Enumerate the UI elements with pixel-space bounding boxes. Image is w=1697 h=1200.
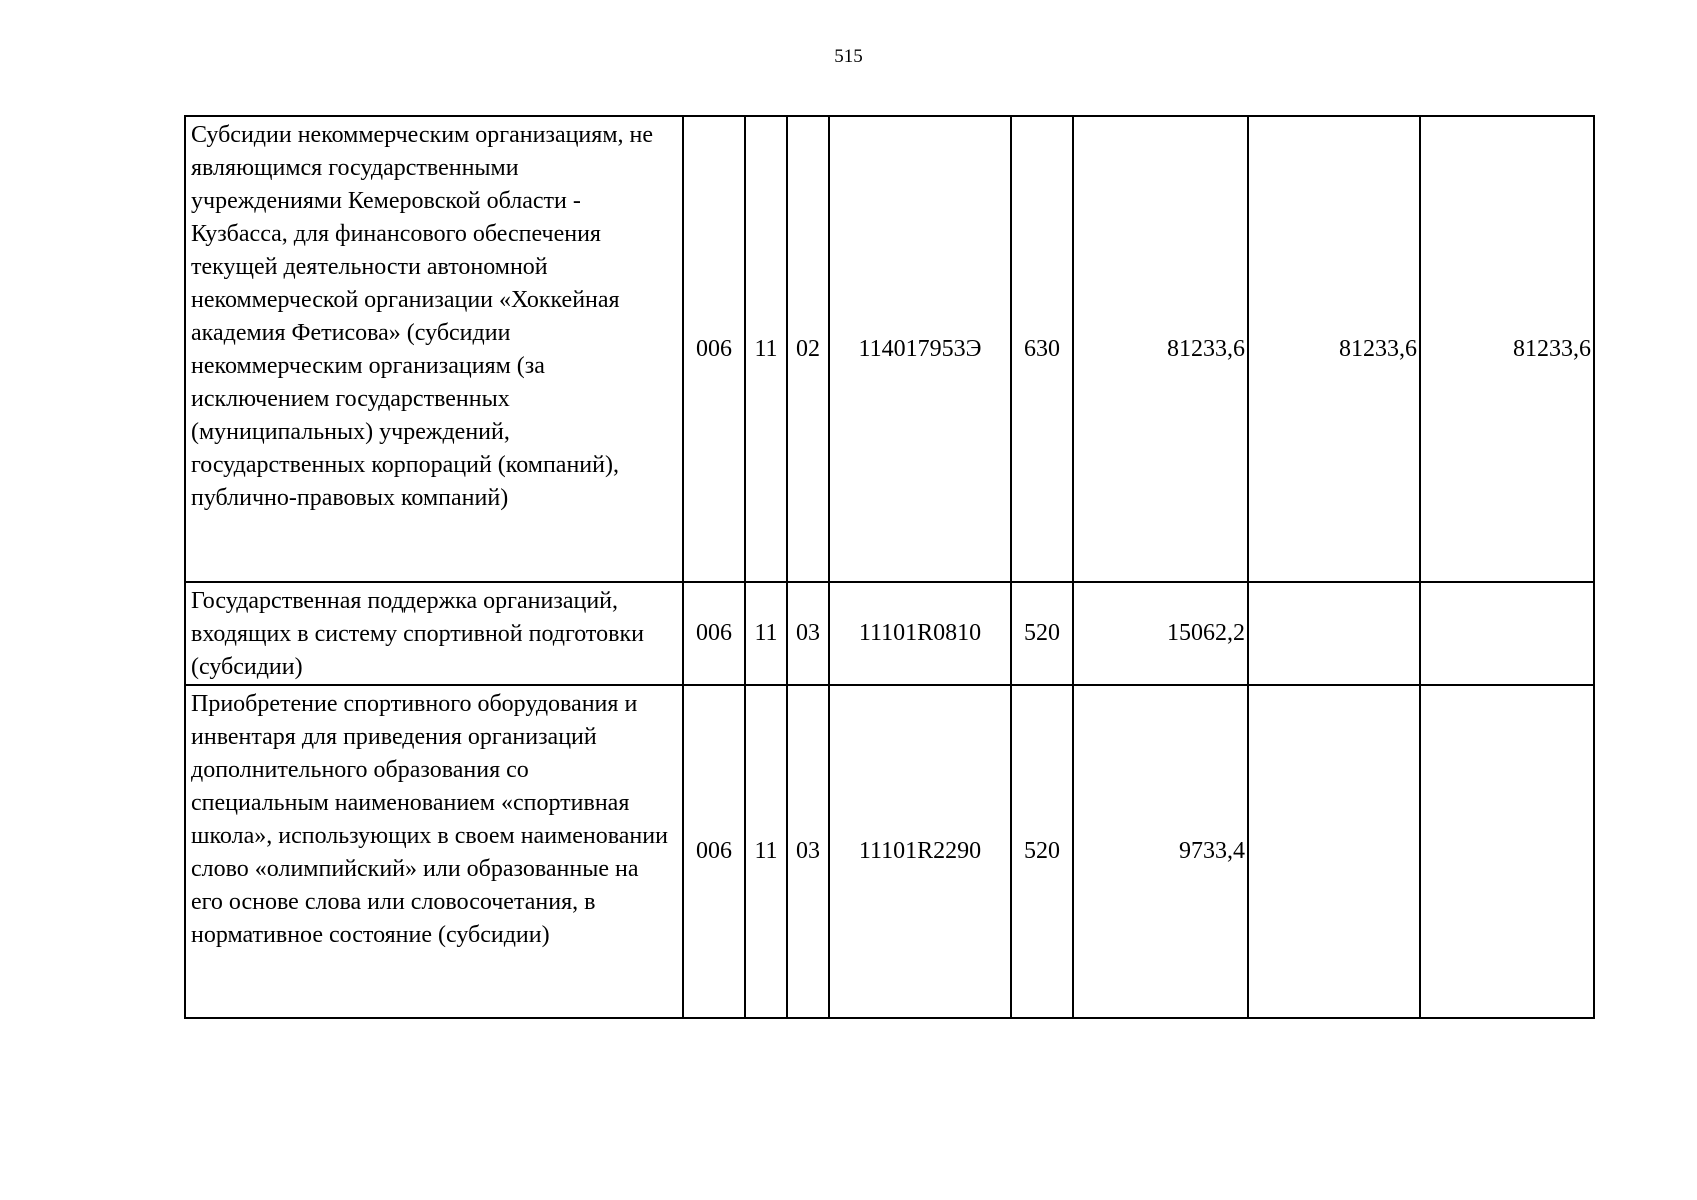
subsection-code: 02 [787,116,829,582]
target-article-code: 11101R0810 [829,582,1011,685]
budget-table [184,115,1595,1019]
target-article-code: 114017953Э [829,116,1011,582]
section-code: 11 [745,582,787,685]
amount-cell [1420,582,1594,685]
row-description: Приобретение спортивного оборудования и инвентаря для приведения организаций дополнительного образования со специальным наименованием «спортивная школа», использующих в своем наименовании слово «олимпийский» или образованные на его основе слова или словосочетания, в нормативное состояние (субсидии) [185,685,683,1018]
section-code: 11 [745,116,787,582]
expense-type-code: 520 [1011,582,1073,685]
expense-type-code: 520 [1011,685,1073,1018]
amount-cell [1248,685,1420,1018]
amount-cell: 81233,6 [1073,116,1248,582]
amount-cell: 15062,2 [1073,582,1248,685]
amount-cell [1248,582,1420,685]
expense-type-code: 630 [1011,116,1073,582]
section-code: 11 [745,685,787,1018]
amount-cell: 9733,4 [1073,685,1248,1018]
table-row [185,685,1594,1018]
row-description: Субсидии некоммерческим организациям, не являющимся государственными учреждениями Кемеровской области - Кузбасса, для финансового обеспечения текущей деятельности автономной некоммерческой организации «Хоккейная академия Фетисова» (субсидии некоммерческим организациям (за исключением государственных (муниципальных) учреждений, государственных корпораций (компаний), публично-правовых компаний) [185,116,683,582]
ministry-code: 006 [683,582,745,685]
amount-cell [1420,685,1594,1018]
amount-cell: 81233,6 [1248,116,1420,582]
subsection-code: 03 [787,685,829,1018]
table-row [185,116,1594,582]
ministry-code: 006 [683,116,745,582]
target-article-code: 11101R2290 [829,685,1011,1018]
ministry-code: 006 [683,685,745,1018]
table-row [185,582,1594,685]
row-description: Государственная поддержка организаций, входящих в систему спортивной подготовки (субсидии) [185,582,683,685]
subsection-code: 03 [787,582,829,685]
page-number: 515 [834,46,863,67]
amount-cell: 81233,6 [1420,116,1594,582]
